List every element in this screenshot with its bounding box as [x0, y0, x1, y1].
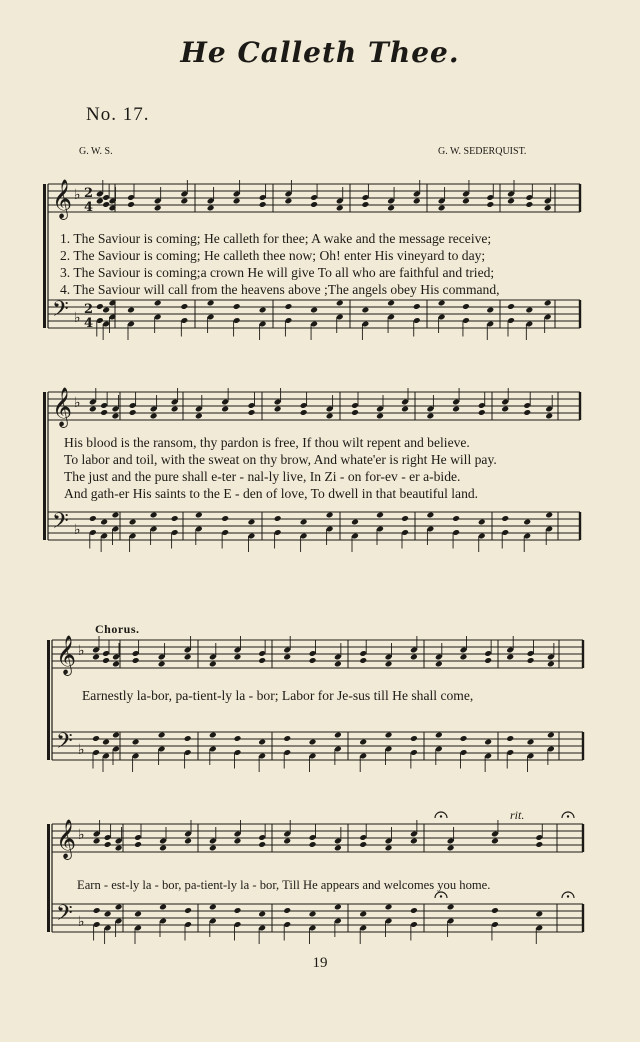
note-head [102, 307, 110, 314]
verse-4-line: 4. The Saviour will call from the heavens above ;The angels obey His command, [60, 282, 500, 297]
note-head [221, 406, 229, 413]
note-head [258, 657, 266, 664]
note-head [401, 406, 409, 413]
note-head [102, 657, 110, 664]
note-head [385, 732, 393, 739]
note-head [96, 303, 104, 310]
note-head [507, 303, 515, 310]
note-head [309, 657, 317, 664]
bass-clef: 𝄢 [56, 729, 73, 759]
note-head [491, 907, 499, 914]
note-head [184, 907, 192, 914]
verse-1-end: His blood is the ransom, thy pardon is free, If thou wilt repent and believe. [64, 435, 470, 450]
time-signature: 4 [84, 200, 94, 215]
note-head [501, 406, 509, 413]
note-head [484, 657, 492, 664]
chorus-label: Chorus. [95, 622, 140, 636]
music-credit: G. W. SEDERQUIST. [438, 146, 527, 157]
note-head [171, 406, 179, 413]
note-head [336, 205, 344, 212]
note-head [438, 300, 446, 307]
note-head [351, 409, 359, 416]
note-head [525, 307, 533, 314]
note-head [385, 661, 393, 668]
note-head [413, 198, 421, 205]
verse-3-line: 3. The Saviour is coming;a crown He will give To all who are faithful and tried; [60, 265, 495, 280]
note-head [334, 845, 342, 852]
flat-sign: ♭ [78, 742, 85, 758]
note-head [209, 845, 217, 852]
note-head [180, 303, 188, 310]
note-head [410, 654, 418, 661]
note-head [410, 907, 418, 914]
note-head [284, 303, 292, 310]
note-head [462, 303, 470, 310]
note-head [478, 519, 486, 526]
note-head [234, 735, 242, 742]
note-head [334, 661, 342, 668]
note-head [89, 406, 97, 413]
note-head [134, 911, 142, 918]
note-head [234, 838, 242, 845]
note-head [207, 300, 215, 307]
note-head [284, 198, 292, 205]
note-head [359, 739, 367, 746]
note-head [506, 735, 514, 742]
note-head [310, 307, 318, 314]
note-head [426, 413, 434, 420]
flat-sign: ♭ [78, 827, 85, 843]
time-signature: 2 [84, 186, 94, 201]
note-head [159, 904, 167, 911]
note-head [447, 904, 455, 911]
note-head [127, 201, 135, 208]
note-head [523, 409, 531, 416]
chorus-lyrics-1: Earnestly la-bor, pa-tient-ly la - bor; Labor for Je-sus till He shall come, [82, 688, 474, 703]
note-head [234, 907, 242, 914]
note-head [336, 300, 344, 307]
note-head [426, 512, 434, 519]
note-head [413, 303, 421, 310]
note-head [507, 198, 515, 205]
note-head [385, 845, 393, 852]
note-head [127, 307, 135, 314]
note-head [361, 201, 369, 208]
note-head [233, 303, 241, 310]
note-head [544, 205, 552, 212]
flat-sign: ♭ [74, 310, 81, 326]
note-head [410, 735, 418, 742]
note-head [207, 205, 215, 212]
note-head [535, 841, 543, 848]
fermata-dot [567, 815, 569, 817]
note-head [102, 739, 110, 746]
note-head [525, 201, 533, 208]
note-head [359, 657, 367, 664]
flat-sign: ♭ [74, 187, 81, 203]
note-head [104, 911, 112, 918]
note-head [104, 841, 112, 848]
note-head [447, 845, 455, 852]
note-head [351, 519, 359, 526]
ritardando-mark: rit. [510, 808, 525, 822]
note-head [195, 413, 203, 420]
note-head [115, 845, 123, 852]
note-head [92, 654, 100, 661]
note-head [129, 409, 137, 416]
note-head [100, 409, 108, 416]
note-head [259, 307, 267, 314]
note-head [150, 512, 158, 519]
note-head [283, 907, 291, 914]
words-credit: G. W. S. [79, 146, 113, 157]
note-head [361, 307, 369, 314]
note-head [309, 841, 317, 848]
note-head [401, 515, 409, 522]
note-head [112, 661, 120, 668]
note-head [300, 409, 308, 416]
note-head [184, 735, 192, 742]
note-head [486, 307, 494, 314]
bass-clef: 𝄢 [52, 297, 69, 327]
note-head [132, 739, 140, 746]
system-brace [47, 640, 50, 760]
note-head [385, 904, 393, 911]
note-head [376, 512, 384, 519]
treble-clef: 𝄞 [56, 635, 77, 675]
note-head [300, 519, 308, 526]
note-head [112, 413, 120, 420]
note-head [310, 201, 318, 208]
system-brace [43, 184, 46, 328]
note-head [359, 911, 367, 918]
note-head [545, 413, 553, 420]
system-brace [43, 392, 46, 540]
note-head [259, 201, 267, 208]
note-head [158, 732, 166, 739]
note-head [334, 732, 342, 739]
note-head [544, 300, 552, 307]
bass-clef: 𝄢 [52, 509, 69, 539]
note-head [309, 911, 317, 918]
note-head [478, 409, 486, 416]
note-head [326, 512, 334, 519]
note-head [486, 201, 494, 208]
verse-2-line: 2. The Saviour is coming; He calleth thee now; Oh! enter His vineyard to day; [60, 248, 486, 263]
note-head [547, 661, 555, 668]
flat-sign: ♭ [74, 522, 81, 538]
note-head [491, 838, 499, 845]
fermata-dot [440, 815, 442, 817]
note-head [112, 512, 120, 519]
note-head [93, 907, 101, 914]
note-head [460, 735, 468, 742]
note-head [159, 845, 167, 852]
note-head [435, 732, 443, 739]
hymn-number: No. 17. [86, 104, 150, 125]
page-number: 19 [312, 955, 328, 971]
note-head [112, 732, 120, 739]
note-head [195, 512, 203, 519]
verse-2-end: To labor and toil, with the sweat on thy brow, And whate'er is right He will pay. [64, 452, 497, 467]
note-head [171, 515, 179, 522]
note-head [209, 904, 217, 911]
note-head [154, 205, 162, 212]
note-head [438, 205, 446, 212]
note-head [410, 838, 418, 845]
note-head [180, 198, 188, 205]
note-head [527, 739, 535, 746]
note-head [100, 519, 108, 526]
time-signature: 2 [84, 302, 94, 317]
note-head [283, 654, 291, 661]
note-head [274, 515, 282, 522]
note-head [134, 841, 142, 848]
note-head [258, 841, 266, 848]
note-head [334, 904, 342, 911]
note-head [154, 300, 162, 307]
note-head [527, 657, 535, 664]
note-head [132, 657, 140, 664]
note-head [283, 838, 291, 845]
note-head [462, 198, 470, 205]
note-head [158, 661, 166, 668]
note-head [506, 654, 514, 661]
note-head [274, 406, 282, 413]
note-head [484, 739, 492, 746]
note-head [359, 841, 367, 848]
note-head [460, 654, 468, 661]
note-head [234, 654, 242, 661]
note-head [184, 838, 192, 845]
note-head [535, 911, 543, 918]
note-head [376, 413, 384, 420]
time-signature: 4 [84, 316, 94, 331]
note-head [387, 300, 395, 307]
note-head [115, 904, 123, 911]
note-head [209, 732, 217, 739]
note-head [209, 661, 217, 668]
fermata-dot [440, 895, 442, 897]
chorus-lyrics-2: Earn - est-ly la - bor, pa-tient-ly la - bor, Till He appears and welcomes you home. [77, 878, 491, 892]
hymn-title: He Calleth Thee. [180, 36, 460, 69]
note-head [150, 413, 158, 420]
note-head [102, 201, 110, 208]
treble-clef: 𝄞 [56, 819, 77, 859]
note-head [89, 515, 97, 522]
note-head [501, 515, 509, 522]
note-head [258, 739, 266, 746]
note-head [309, 739, 317, 746]
note-head [326, 413, 334, 420]
treble-clef: 𝄞 [52, 179, 73, 219]
note-head [93, 838, 101, 845]
note-head [248, 519, 256, 526]
note-head [452, 406, 460, 413]
note-head [248, 409, 256, 416]
note-head [92, 735, 100, 742]
note-head [387, 205, 395, 212]
flat-sign: ♭ [78, 914, 85, 930]
note-head [221, 515, 229, 522]
flat-sign: ♭ [74, 395, 81, 411]
bass-clef: 𝄢 [56, 901, 73, 931]
note-head [129, 519, 137, 526]
note-head [258, 911, 266, 918]
verse-4-end: And gath-er His saints to the E - den of love, To dwell in that beautiful land. [64, 486, 479, 501]
note-head [184, 654, 192, 661]
verse-3-end: The just and the pure shall e-ter - nal-ly live, In Zi - on for-ev - er a-bide. [64, 469, 461, 484]
note-head [283, 735, 291, 742]
system-brace [47, 824, 50, 932]
note-head [233, 198, 241, 205]
treble-clef: 𝄞 [52, 387, 73, 427]
note-head [545, 512, 553, 519]
fermata-dot [567, 895, 569, 897]
note-head [435, 661, 443, 668]
note-head [547, 732, 555, 739]
note-head [96, 198, 104, 205]
note-head [523, 519, 531, 526]
note-head [452, 515, 460, 522]
flat-sign: ♭ [78, 643, 85, 659]
verse-1-line: 1. The Saviour is coming; He calleth for thee; A wake and the message receive; [60, 231, 492, 246]
